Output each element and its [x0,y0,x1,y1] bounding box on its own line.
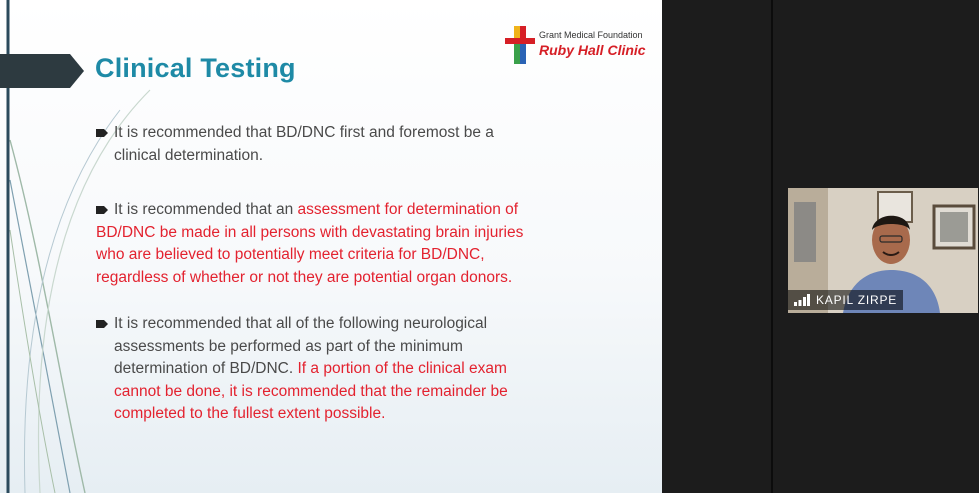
arrow-bullet-icon [96,319,108,329]
signal-bars-icon [794,294,810,306]
bullet-2-plain: It is recommended that an [114,201,298,218]
bullet-item-1 [96,122,616,167]
medical-cross-icon [505,26,535,64]
participant-video-tile[interactable] [788,188,978,313]
bullet-2-highlight-4: regardless of whether or not they are potential organ donors. [96,268,513,286]
bullet-1-line-1: It is recommended that BD/DNC first and foremost be a [114,124,494,141]
bullet-2-highlight-2: BD/DNC be made in all persons with devastating brain injuries [96,223,524,241]
bullet-2-highlight-1: assessment for determination of [297,201,519,218]
panel-divider [771,0,773,493]
bullet-3-line-2: assessments be performed as part of the minimum [114,337,463,355]
arrow-bullet-icon [96,128,108,138]
bullet-2-highlight-3: who are believed to potentially meet criteria for BD/DNC, [96,246,485,263]
bullet-3-highlight-2: cannot be done, it is recommended that the remainder be [114,382,508,400]
bullet-3-line-1: It is recommended that all of the following neurological [114,315,488,332]
ruby-hall-logo [505,26,646,66]
bullet-item-2 [96,199,616,289]
participant-name: KAPIL ZIRPE [816,293,898,307]
arrow-bullet-icon [96,205,108,215]
participant-name-tag [788,290,903,310]
bullet-3-plain: determination of BD/DNC. [114,360,298,377]
bullet-item-3 [96,313,616,426]
slide-title: Clinical Testing [95,53,296,83]
logo-clinic-name: Ruby Hall Clinic [539,42,646,58]
bullet-3-highlight-3: completed to the fullest extent possible. [114,405,386,422]
logo-foundation-text: Grant Medical Foundation [539,30,643,40]
title-arrow-banner [0,54,84,88]
bullet-3-highlight-1: If a portion of the clinical exam [297,360,507,377]
bullet-1-line-2: clinical determination. [114,146,264,164]
